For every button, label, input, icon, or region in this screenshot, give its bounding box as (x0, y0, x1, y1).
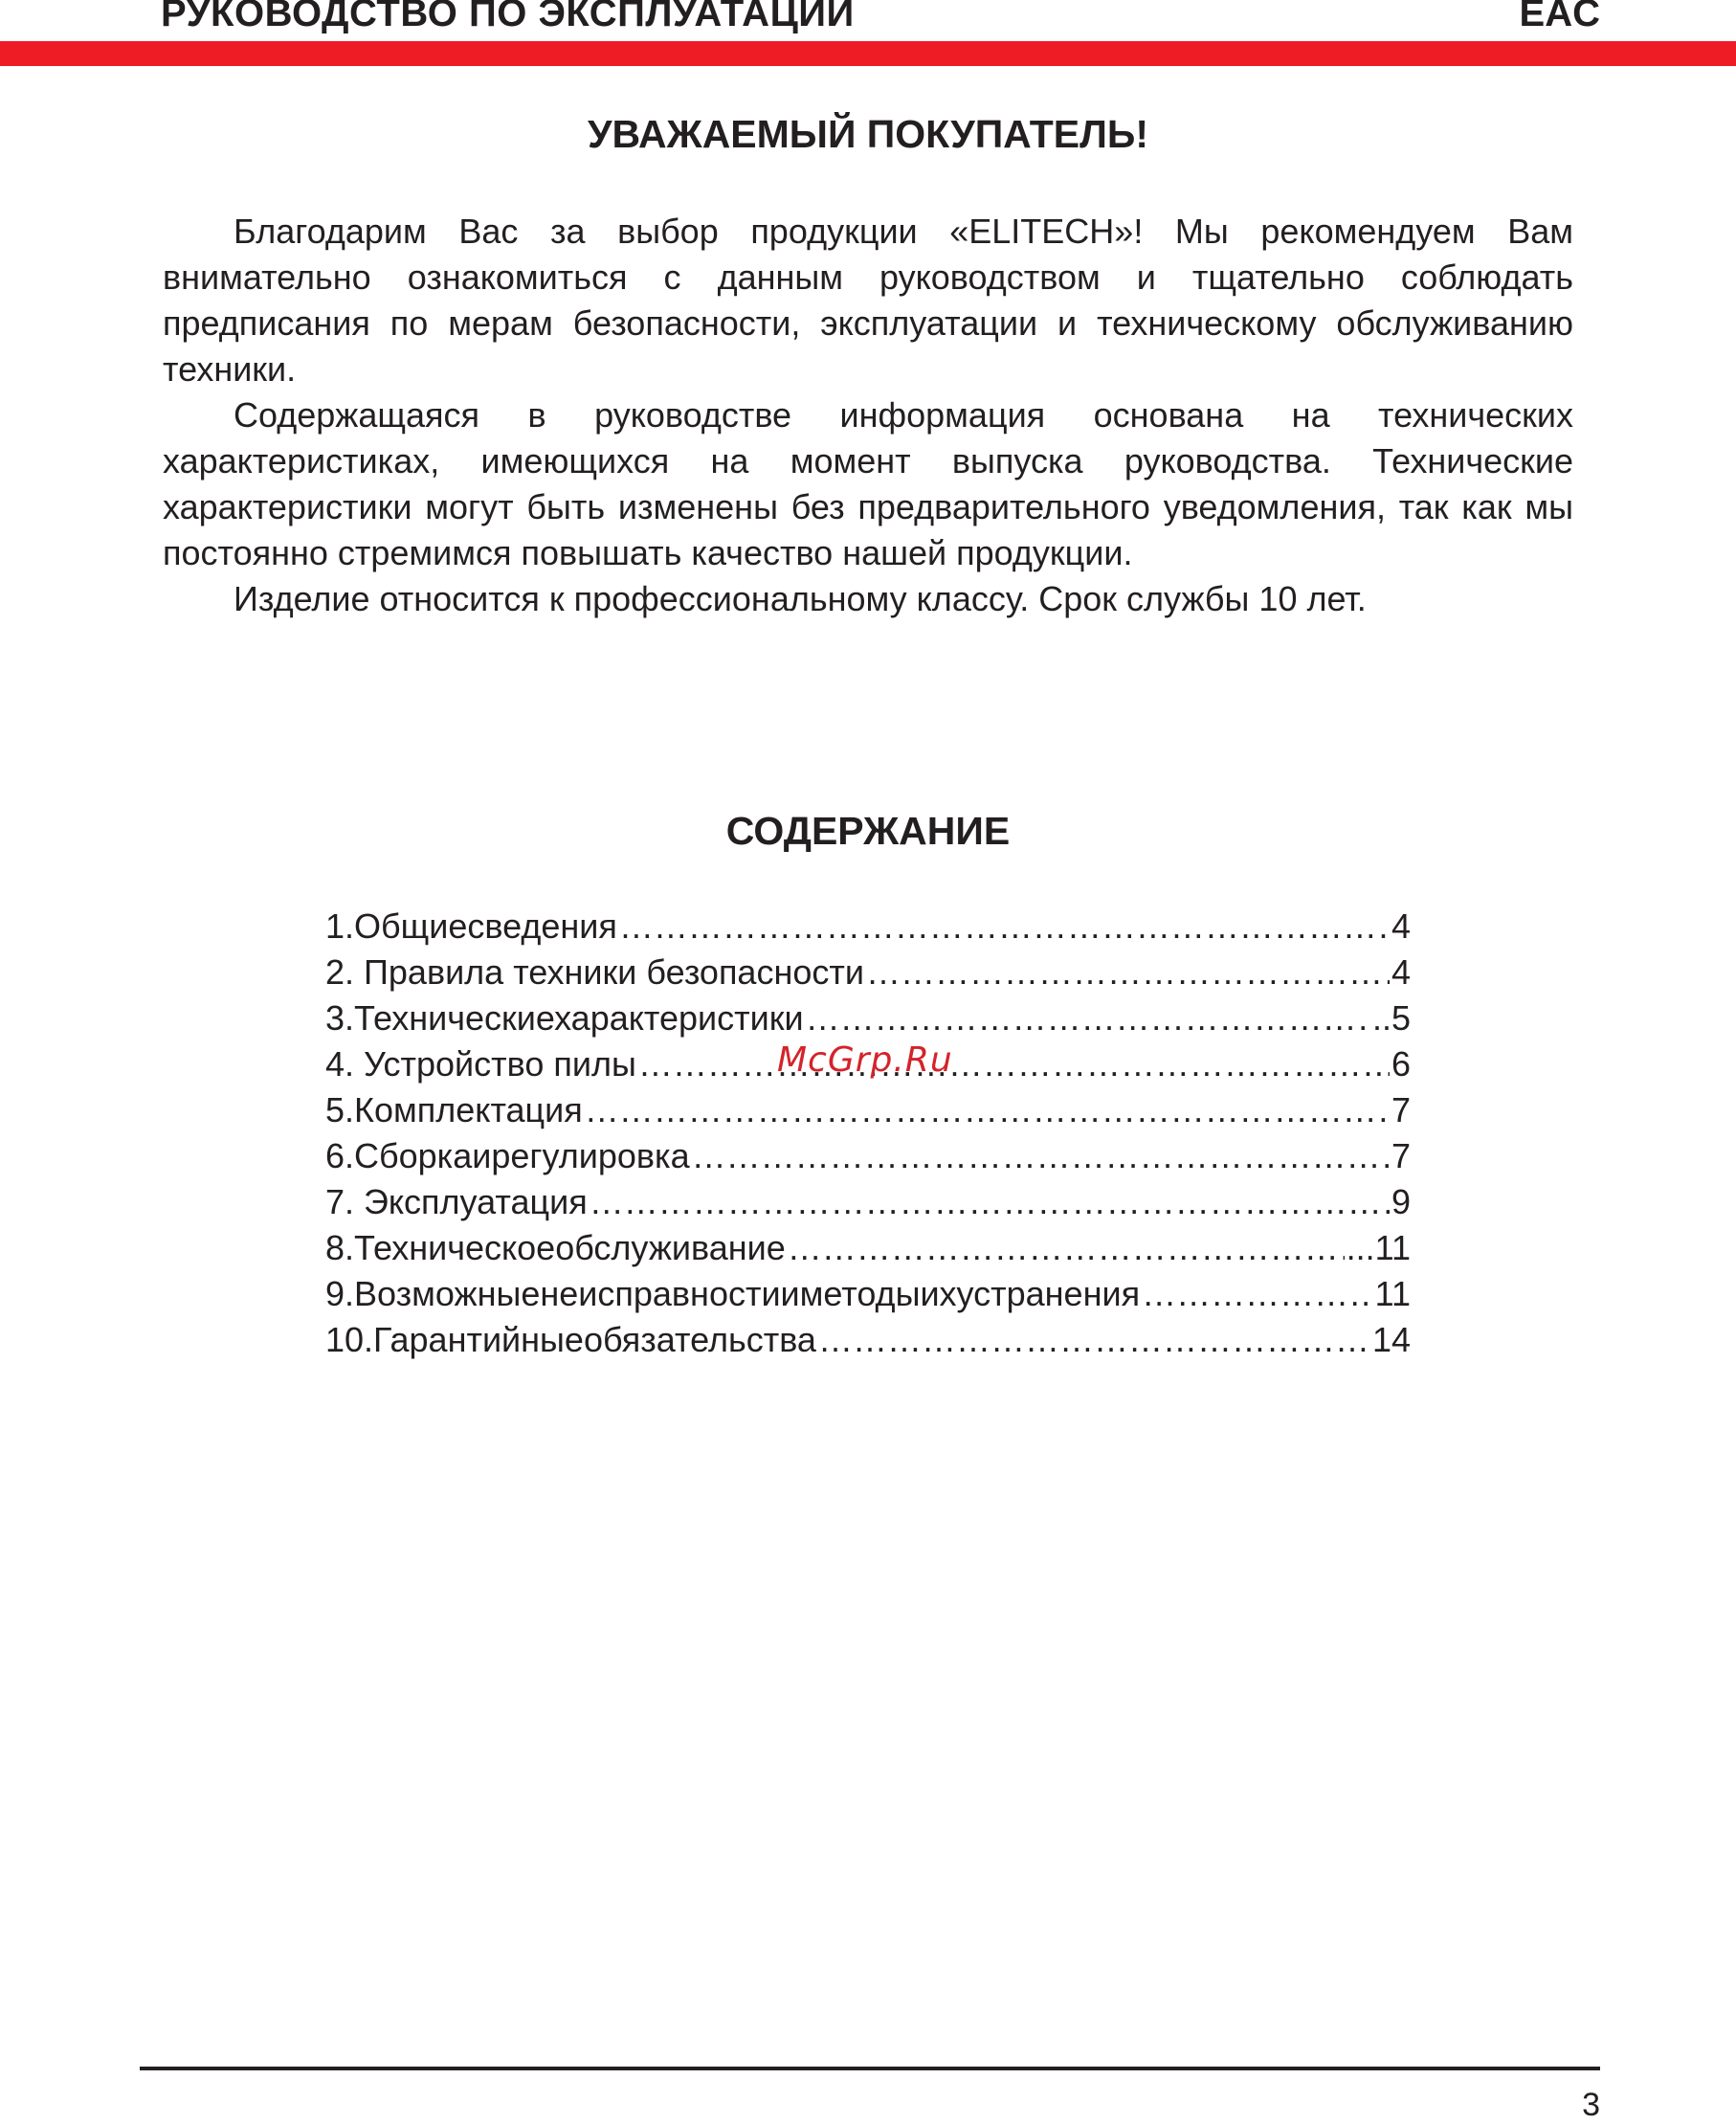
footer-rule (140, 2067, 1600, 2070)
toc-item[interactable] (325, 1271, 1411, 1317)
toc-item-page: 6 (1391, 1044, 1411, 1084)
toc-leader-dots (1142, 1271, 1373, 1317)
toc-item-label: 2. Правила техники безопасности (325, 952, 864, 992)
toc-item-page: 7 (1391, 1136, 1411, 1175)
toc-leader-dots (585, 1087, 1390, 1133)
toc-leader-dots (806, 995, 1370, 1041)
toc-leader-dots (619, 904, 1390, 950)
intro-paragraph: Содержащаяся в руководстве информация основана на технических характеристиках, имеющихся на момент выпуска руководства. Технические характеристики могут быть изменены без предварительного уведомления, так как мы постоянно стремимся повышать качество нашей продукции. (163, 395, 1573, 572)
toc-item-page: ..5 (1371, 998, 1411, 1038)
toc-item[interactable] (325, 950, 1411, 995)
toc-item[interactable] (325, 1133, 1411, 1179)
header-title: РУКОВОДСТВО ПО ЭКСПЛУАТАЦИИ (161, 0, 855, 34)
toc-item-label: 5.Комплектация (325, 1090, 583, 1129)
toc-leader-dots (638, 1041, 1390, 1087)
toc-item[interactable] (325, 904, 1411, 950)
table-of-contents (325, 904, 1411, 1363)
eac-mark: EAC (1519, 0, 1600, 34)
toc-item-label: 9.Возможныенеисправностииметодыихустранения (325, 1274, 1141, 1313)
toc-item[interactable] (325, 1179, 1411, 1225)
toc-leader-dots (866, 950, 1390, 995)
header-red-bar (0, 41, 1736, 66)
toc-item-page: 14 (1371, 1320, 1411, 1359)
toc-leader-dots (692, 1133, 1390, 1179)
toc-item-page: 9 (1391, 1182, 1411, 1221)
toc-heading: СОДЕРЖАНИЕ (725, 809, 1011, 853)
toc-item-label: 10.Гарантийныеобязательства (325, 1320, 816, 1359)
toc-item[interactable] (325, 1225, 1411, 1271)
toc-item-label: 8.Техническоеобслуживание (325, 1228, 786, 1267)
watermark: McGrp.Ru (777, 1040, 953, 1080)
toc-item-page: 4 (1391, 906, 1411, 946)
toc-item-page: 7 (1391, 1090, 1411, 1129)
toc-item-label: 6.Сборкаирегулировка (325, 1136, 690, 1175)
intro-text (163, 209, 1573, 622)
toc-item-label: 7. Эксплуатация (325, 1182, 588, 1221)
toc-item-page: 11 (1374, 1274, 1411, 1313)
toc-item-label: 1.Общиесведения (325, 906, 617, 946)
toc-leader-dots (788, 1225, 1345, 1271)
toc-item-page: ...11 (1346, 1228, 1411, 1267)
toc-item-label: 3.Техническиехарактеристики (325, 998, 804, 1038)
toc-item[interactable] (325, 995, 1411, 1041)
toc-item[interactable] (325, 1317, 1411, 1363)
toc-item-page: 4 (1391, 952, 1411, 992)
toc-leader-dots (590, 1179, 1390, 1225)
toc-leader-dots (818, 1317, 1370, 1363)
intro-paragraph: Благодарим Вас за выбор продукции «ELITECH»! Мы рекомендуем Вам внимательно ознакомиться с данным руководством и тщательно соблюдать предписания по мерам безопасности, эксплуатации и техническому обслуживанию техники. (163, 212, 1573, 389)
toc-item[interactable] (325, 1087, 1411, 1133)
page-number: 3 (1582, 2087, 1600, 2123)
greeting-heading: УВАЖАЕМЫЙ ПОКУПАТЕЛЬ! (587, 112, 1149, 156)
toc-item-label: 4. Устройство пилы (325, 1044, 636, 1084)
intro-paragraph: Изделие относится к профессиональному классу. Срок службы 10 лет. (234, 579, 1367, 618)
